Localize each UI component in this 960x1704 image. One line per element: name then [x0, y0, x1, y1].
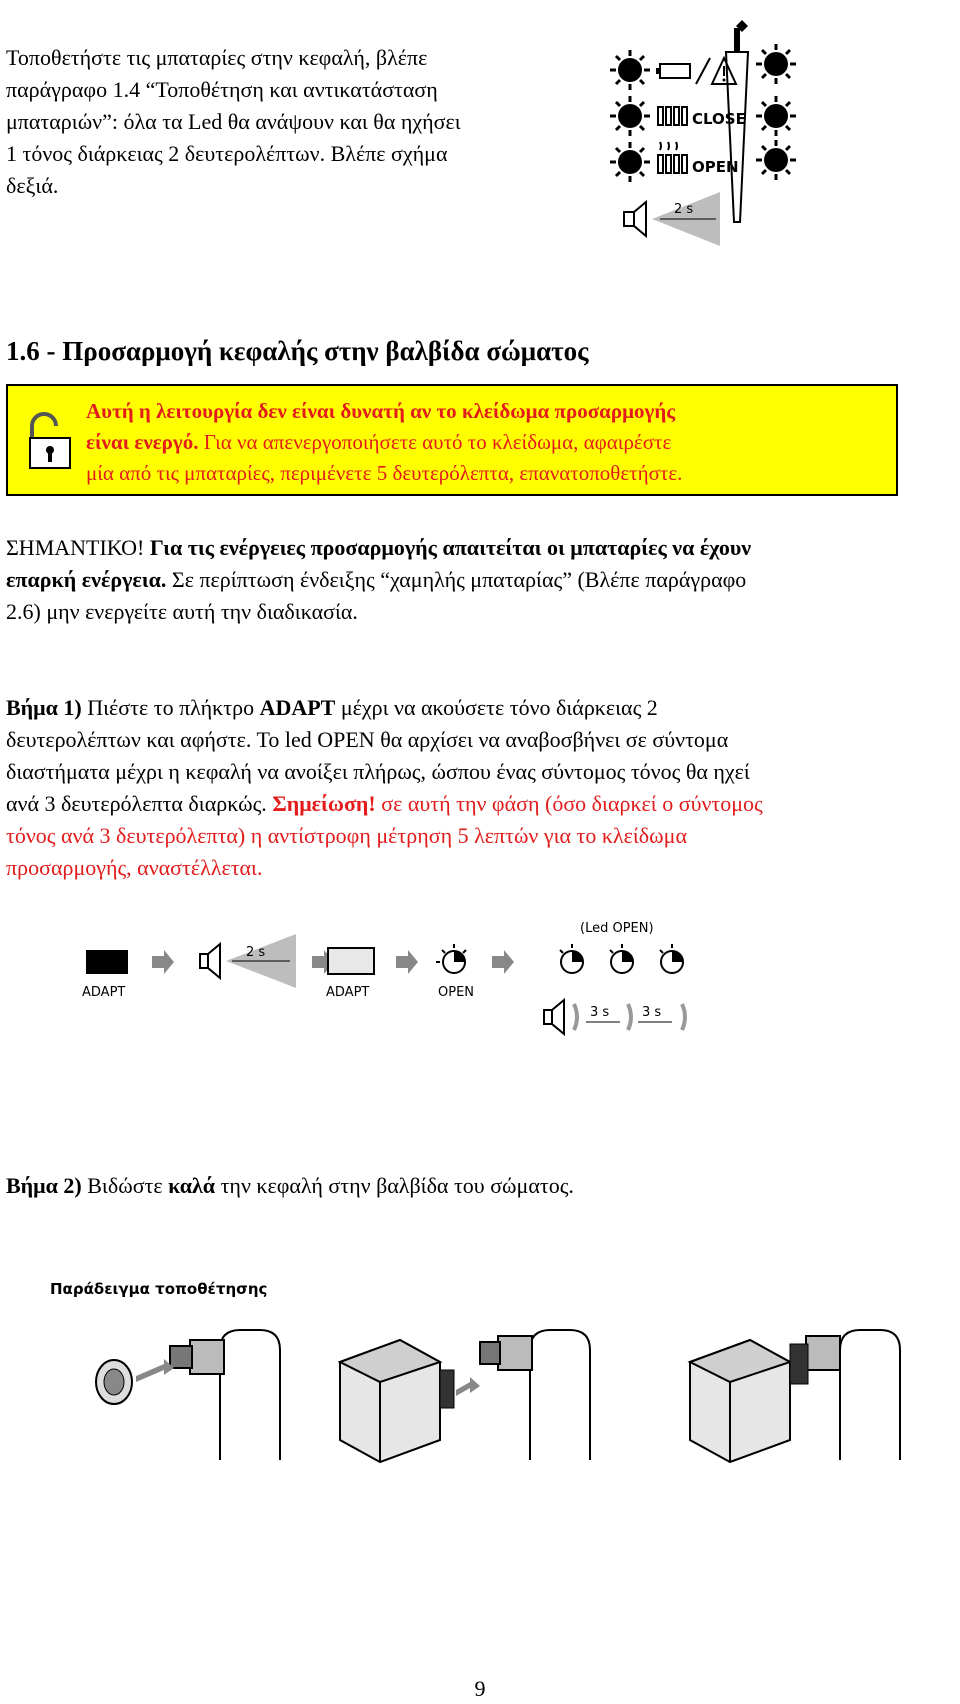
valve-icon	[170, 1340, 224, 1374]
thermostatic-head-icon	[690, 1340, 808, 1462]
speaker-icon	[200, 944, 220, 978]
tone-duration-label: 2 s	[674, 202, 694, 217]
tone-duration-label: 2 s	[246, 945, 266, 960]
important-normal: 2.6) μην ενεργείτε αυτή την διαδικασία.	[6, 599, 358, 624]
warning-bold: Αυτή η λειτουργία δεν είναι δυνατή αν το κλείδωμα προσαρμογής	[86, 399, 676, 423]
step1-paragraph	[6, 692, 954, 884]
led-sun-icon	[756, 96, 796, 136]
adapt-label: ADAPT	[82, 985, 126, 1000]
unlocked-padlock-icon	[26, 410, 74, 470]
beep-wave	[682, 1004, 685, 1030]
adapt-button-pressed	[86, 950, 128, 974]
warning-bold: είναι ενεργό.	[86, 430, 199, 454]
intro-paragraph	[6, 42, 586, 202]
led-sun-icon	[610, 96, 650, 136]
beep-interval-label: 3 s	[642, 1005, 662, 1020]
note-text: τόνος ανά 3 δευτερόλεπτα) η αντίστροφη μέτρηση 5 λεπτών για το κλείδωμα	[6, 823, 687, 848]
important-lead: ΣΗΜΑΝΤΙΚΟ!	[6, 535, 145, 560]
radiator-body	[220, 1330, 280, 1460]
step1-label: Βήμα 1)	[6, 695, 82, 720]
intro-line: μπαταριών”: όλα τα Led θα ανάψουν και θα ηχήσει	[6, 109, 461, 134]
step2-text: Βιδώστε	[81, 1173, 169, 1198]
section-heading: 1.6 - Προσαρμογή κεφαλής στην βαλβίδα σώματος	[6, 336, 589, 366]
radiator-body	[530, 1330, 590, 1460]
note-label: Σημείωση!	[272, 791, 376, 816]
intro-line: δεξιά.	[6, 173, 59, 198]
radiator-icon	[658, 107, 687, 125]
step2-paragraph	[6, 1170, 946, 1202]
battery-warning-icon	[656, 58, 736, 84]
note-text: σε αυτή την φάση (όσο διαρκεί ο σύντομος	[375, 791, 763, 816]
led-sun-icon	[610, 50, 650, 90]
led-blink-icon	[610, 944, 633, 973]
led-open-label: (Led OPEN)	[580, 921, 654, 936]
beep-interval-label: 3 s	[590, 1005, 610, 1020]
open-label: OPEN	[438, 985, 475, 1000]
step1-sequence-figure	[60, 918, 820, 1038]
installation-caption: Παράδειγμα τοποθέτησης	[50, 1280, 268, 1298]
radiator-heat-icon	[658, 142, 687, 173]
warning-box	[6, 384, 898, 496]
warning-text	[86, 396, 886, 489]
speaker-icon	[544, 1000, 564, 1034]
radiator-body	[840, 1330, 900, 1460]
warning-normal: μία από τις μπαταρίες, περιμένετε 5 δευτερόλεπτα, επανατοποθετήστε.	[86, 461, 683, 485]
adapt-label: ADAPT	[326, 985, 370, 1000]
arrow-right-icon	[456, 1377, 480, 1396]
intro-line: 1 τόνος διάρκειας 2 δευτερολέπτων. Βλέπε σχήμα	[6, 141, 448, 166]
step1-text: μέχρι να ακούσετε τόνο διάρκειας 2	[335, 695, 658, 720]
adapt-key-name: ADAPT	[259, 695, 336, 720]
valve-icon	[806, 1336, 840, 1370]
led-sun-icon	[756, 140, 796, 180]
important-normal: Σε περίπτωση ένδειξης “χαμηλής μπαταρίας” (Βλέπε παράγραφο	[166, 567, 747, 592]
step1-text: διαστήματα μέχρι η κεφαλή να ανοίξει πλήρως, ώσπου ένας σύντομος τόνος θα ηχεί	[6, 759, 750, 784]
important-bold: επαρκή ενέργεια.	[6, 567, 167, 592]
page-number: 9	[474, 1676, 486, 1701]
step2-emphasis: καλά	[168, 1173, 216, 1198]
beep-wave	[574, 1004, 577, 1030]
close-label: CLOSE	[692, 110, 746, 128]
installation-example-figure	[40, 1270, 920, 1470]
led-blink-icon	[560, 944, 583, 973]
open-label: OPEN	[692, 158, 739, 176]
step1-text: ανά 3 δευτερόλεπτα διαρκώς.	[6, 791, 273, 816]
warning-normal: Για να απενεργοποιήσετε αυτό το κλείδωμα, αφαιρέστε	[198, 430, 672, 454]
arrow-right-icon	[152, 950, 174, 974]
important-bold: Για τις ενέργειες προσαρμογής απαιτείται οι μπαταρίες να έχουν	[144, 535, 752, 560]
arrow-right-icon	[492, 950, 514, 974]
intro-line: παράγραφο 1.4 “Τοποθέτηση και αντικατάσταση	[6, 77, 438, 102]
note-text: προσαρμογής, αναστέλλεται.	[6, 855, 263, 880]
speaker-icon	[624, 202, 646, 236]
led-panel-figure	[600, 12, 870, 252]
thermostatic-head-icon	[340, 1340, 454, 1462]
step2-label: Βήμα 2)	[6, 1173, 82, 1198]
step1-text: Πιέστε το πλήκτρο	[81, 695, 260, 720]
step1-text: δευτερολέπτων και αφήστε. Το led OPEN θα αρχίσει να αναβοσβήνει σε σύντομα	[6, 727, 729, 752]
adapter-ring-icon	[96, 1360, 132, 1404]
arrow-left-icon	[136, 1359, 174, 1382]
adapt-button-released	[328, 948, 374, 974]
arrow-right-icon	[396, 950, 418, 974]
beep-wave	[628, 1004, 631, 1030]
intro-line: Τοποθετήστε τις μπαταρίες στην κεφαλή, βλέπε	[6, 45, 428, 70]
led-sun-icon	[756, 44, 796, 84]
led-blink-icon	[660, 944, 683, 973]
valve-icon	[480, 1336, 532, 1370]
led-sun-icon	[610, 142, 650, 182]
led-blink-icon	[436, 944, 466, 973]
step2-text: την κεφαλή στην βαλβίδα του σώματος.	[215, 1173, 574, 1198]
important-paragraph	[6, 532, 956, 628]
